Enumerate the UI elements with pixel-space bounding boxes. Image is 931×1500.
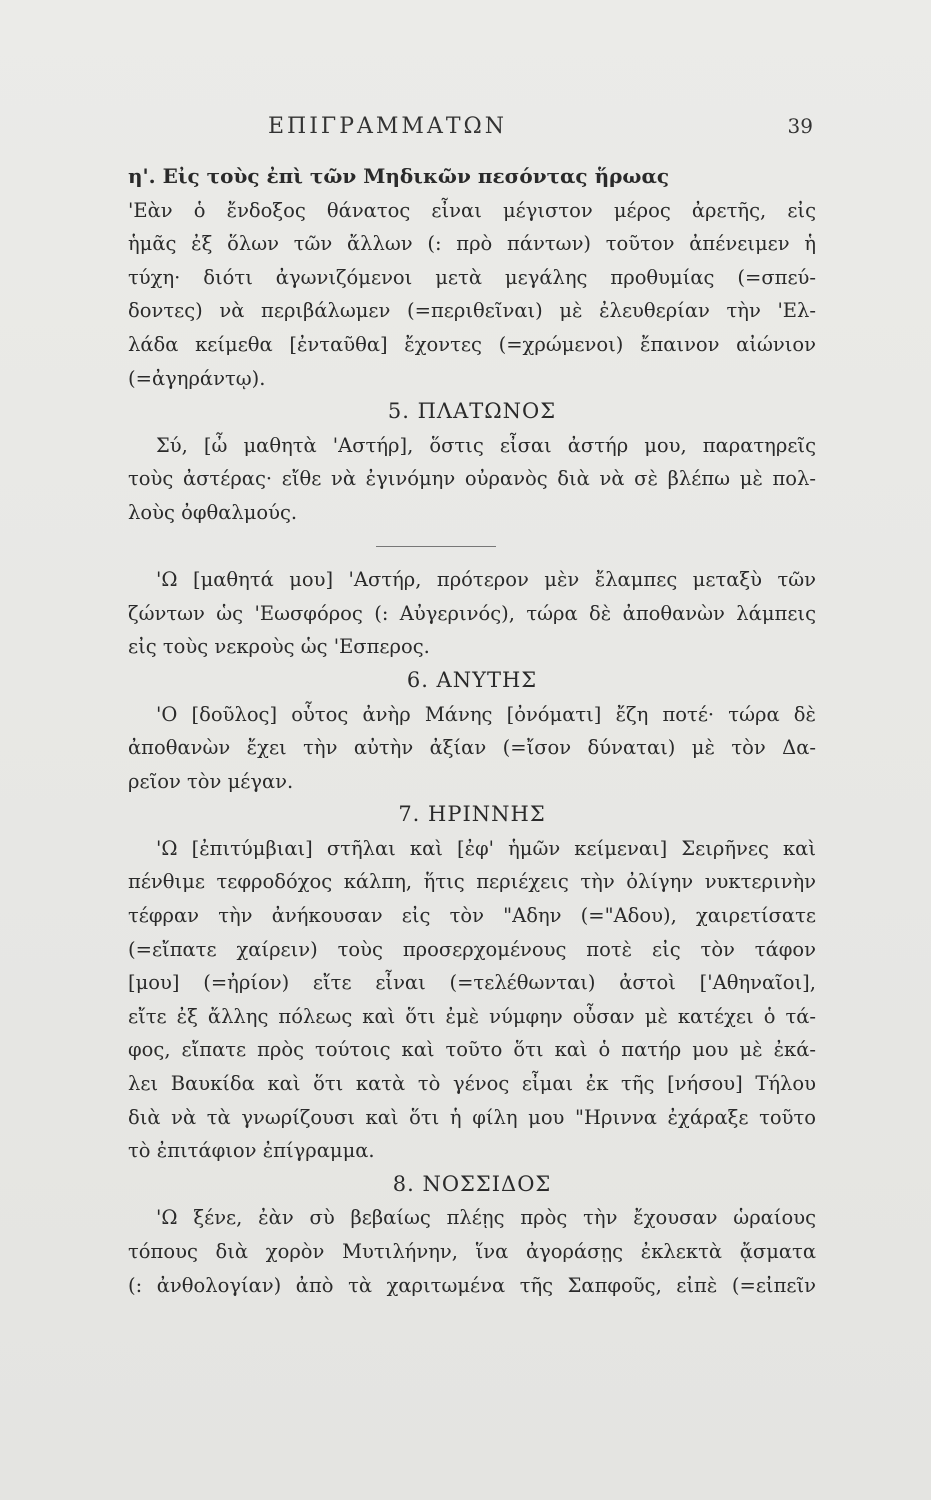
- text-line: 'Ω ξένε, ἐὰν σὺ βεβαίως πλέῃς πρὸς τὴν ἔχουσαν ὡραίους: [156, 1206, 816, 1230]
- text-line: 'Ω [μαθητά μου] 'Αστήρ, πρότερον μὲν ἔλαμπες μεταξὺ τῶν: [156, 568, 816, 592]
- text-line: εἴτε ἐξ ἄλλης πόλεως καὶ ὅτι ἐμὲ νύμφην οὖσαν μὲ κατέχει ὁ τά-: [128, 1004, 816, 1028]
- text-line: ρεῖον τὸν μέγαν.: [128, 769, 294, 793]
- section-6-heading: 6. ΑΝΥΤΗΣ: [406, 667, 538, 692]
- text-line: λοὺς ὀφθαλμούς.: [128, 500, 298, 524]
- text-line: εἰς τοὺς νεκροὺς ὡς 'Εσπερος.: [128, 635, 430, 659]
- text-line: λει Βαυκίδα καὶ ὅτι κατὰ τὸ γένος εἶμαι ἐκ τῆς [νήσου] Τήλου: [128, 1072, 816, 1096]
- page-number: 39: [787, 114, 813, 138]
- text-line: Σύ, [ὦ μαθητὰ 'Αστήρ], ὅστις εἶσαι ἀστήρ μου, παρατηρεῖς: [156, 433, 816, 457]
- text-line: [μου] (=ἠρίον) εἴτε εἶναι (=τελέθωνται) ἀστοὶ ['Αθηναῖοι],: [128, 971, 816, 995]
- text-line: λάδα κείμεθα [ἐνταῦθα] ἔχοντες (=χρώμενοι) ἔπαινον αἰώνιον: [128, 332, 816, 356]
- section-divider: [128, 530, 816, 564]
- text-line: τόπους διὰ χορὸν Μυτιλήνην, ἵνα ἀγοράσῃς ἐκλεκτὰ ᾄσματα: [128, 1240, 816, 1263]
- page-body: [128, 160, 816, 1302]
- text-line: 'Εὰν ὁ ἔνδοξος θάνατος εἶναι μέγιστον μέρος ἀρετῆς, εἰς: [128, 198, 816, 222]
- text-line: (: ἀνθολογίαν) ἀπὸ τὰ χαριτωμένα τῆς Σαπφοῦς, εἰπὲ (=εἰπεῖν: [128, 1273, 816, 1297]
- text-line: διὰ νὰ τὰ γνωρίζουσι καὶ ὅτι ἡ φίλη μου "Ηριννα ἐχάραξε τοῦτο: [128, 1105, 816, 1129]
- text-line: τὸ ἐπιτάφιον ἐπίγραμμα.: [128, 1139, 375, 1163]
- section-8-heading: 8. ΝΟΣΣΙΔΟΣ: [392, 1171, 552, 1196]
- text-line: τοὺς ἀστέρας· εἴθε νὰ ἐγινόμην οὐρανὸς διὰ νὰ σὲ βλέπω μὲ πολ-: [128, 467, 816, 491]
- text-line: πένθιμε τεφροδόχος κάλπη, ἥτις περιέχεις τὴν ὀλίγην νυκτερινὴν: [128, 870, 816, 894]
- text-line: 'Ω [ἐπιτύμβιαι] στῆλαι καὶ [ἐφ' ἡμῶν κείμεναι] Σειρῆνες καὶ: [156, 836, 816, 860]
- text-line: (=ἀγηράντῳ).: [128, 366, 266, 390]
- text-line: φος, εἴπατε πρὸς τούτοις καὶ τοῦτο ὅτι καὶ ὁ πατήρ μου μὲ ἐκά-: [128, 1038, 816, 1062]
- text-line: δοντες) νὰ περιβάλωμεν (=περιθεῖναι) μὲ ἐλευθερίαν τὴν 'Ελ-: [128, 299, 816, 323]
- section-5-heading: 5. ΠΛΑΤΩΝΟΣ: [387, 399, 557, 424]
- running-title: ΕΠΙΓΡΑΜΜΑΤΩΝ: [268, 114, 507, 139]
- page-header: [0, 108, 931, 148]
- text-line: τέφραν τὴν ἀνήκουσαν εἰς τὸν "Αδην (="Αδου), χαιρετίσατε: [128, 904, 816, 928]
- text-line: ζώντων ὡς 'Εωσφόρος (: Αὐγερινός), τώρα δὲ ἀποθανὼν λάμπεις: [128, 601, 816, 625]
- text-line: 'Ο [δοῦλος] οὗτος ἀνὴρ Μάνης [ὀνόματι] ἔζη ποτέ· τώρα δὲ: [156, 702, 816, 726]
- text-line: ἡμᾶς ἐξ ὅλων τῶν ἄλλων (: πρὸ πάντων) τοῦτον ἀπένειμεν ἡ: [128, 232, 816, 256]
- text-line: (=εἴπατε χαίρειν) τοὺς προσερχομένους ποτὲ εἰς τὸν τάφον: [128, 937, 816, 961]
- text-line: τύχη· διότι ἀγωνιζόμενοι μετὰ μεγάλης προθυμίας (=σπεύ-: [128, 265, 816, 289]
- section-7-heading: 7. ΗΡΙΝΝΗΣ: [398, 802, 546, 827]
- text-line: ἀποθανὼν ἔχει τὴν αὐτὴν ἀξίαν (=ἴσον δύναται) μὲ τὸν Δα-: [128, 736, 816, 760]
- section-eta-heading: η'. Εἰς τοὺς ἐπὶ τῶν Μηδικῶν πεσόντας ἥρωας: [128, 164, 670, 188]
